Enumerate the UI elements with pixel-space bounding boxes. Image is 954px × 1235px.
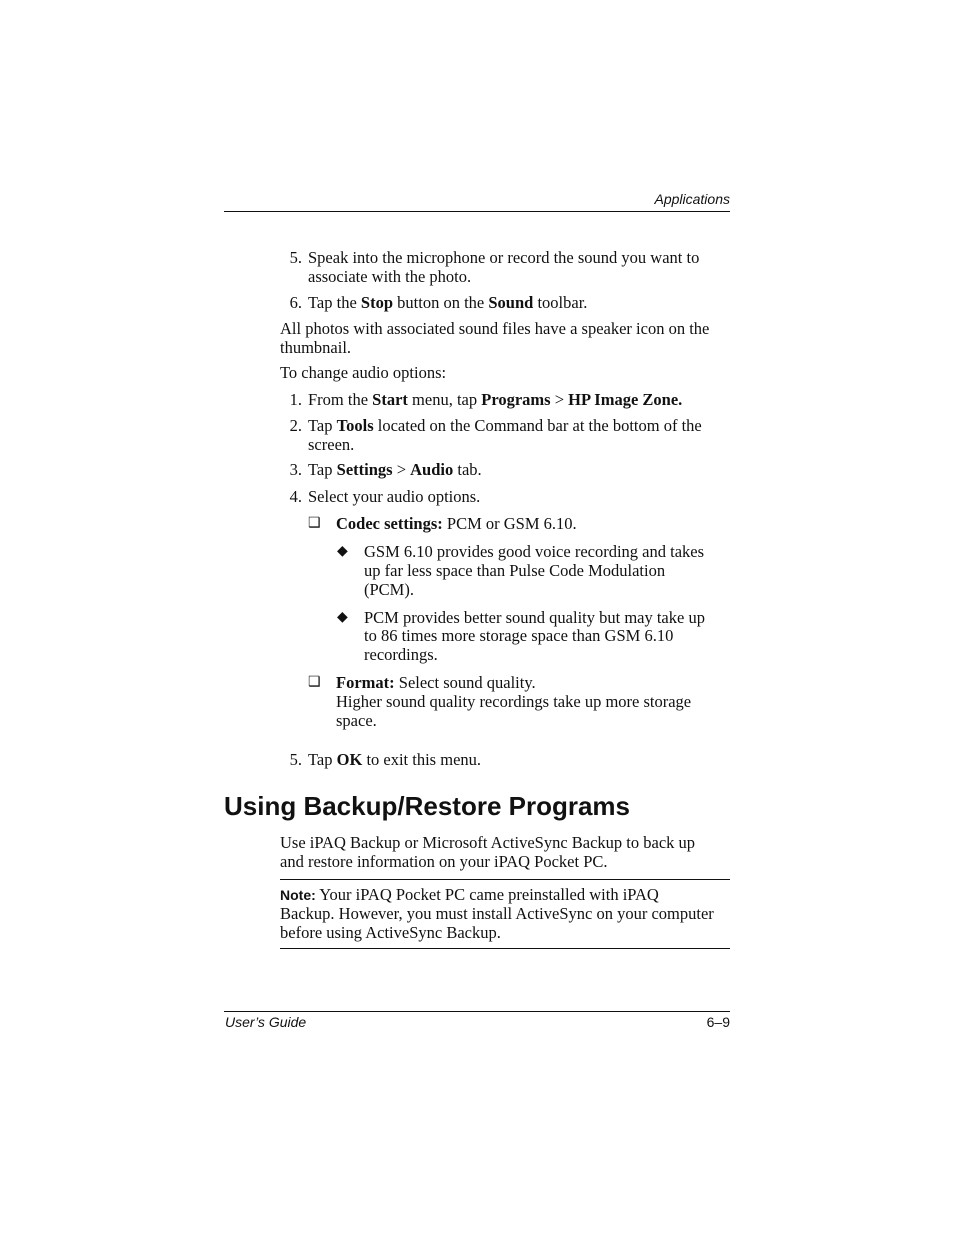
checkbox-bullet-icon: ❑ (308, 516, 321, 531)
bullet-text: GSM 6.10 provides good voice recording and takes (364, 542, 705, 561)
diamond-bullet-icon: ◆ (337, 610, 348, 625)
note-text: Backup. However, you must install ActiveSync on your computer (280, 904, 714, 923)
checkbox-bullet-icon: ❑ (308, 675, 321, 690)
diamond-bullet-icon: ◆ (337, 544, 348, 559)
paragraph: All photos with associated sound files have a speaker icon on the (280, 319, 710, 338)
step-text: From the Start menu, tap Programs > HP Image Zone. (308, 390, 683, 409)
note-text: before using ActiveSync Backup. (280, 923, 501, 942)
step-number: 5. (289, 750, 302, 769)
step-text: Tap OK to exit this menu. (308, 750, 482, 769)
bullet-text: PCM provides better sound quality but may take up (364, 608, 705, 627)
step-number: 6. (289, 293, 302, 312)
step-number: 3. (289, 460, 302, 479)
step-text: screen. (308, 435, 355, 454)
bullet-text: up far less space than Pulse Code Modulation (364, 561, 666, 580)
bullet-text: to 86 times more storage space than GSM 6.10 (364, 626, 674, 645)
bullet-text: recordings. (364, 645, 438, 664)
step-text: Tap the Stop button on the Sound toolbar. (308, 293, 588, 312)
option-text: Codec settings: PCM or GSM 6.10. (336, 514, 577, 533)
step-number: 4. (289, 487, 302, 506)
header-rule (224, 211, 730, 212)
paragraph: Use iPAQ Backup or Microsoft ActiveSync Backup to back up (280, 833, 696, 852)
step-number: 1. (289, 390, 302, 409)
step-number: 5. (289, 248, 302, 267)
step-text: Tap Settings > Audio tab. (308, 460, 482, 479)
option-text: space. (336, 711, 377, 730)
step-text: Tap Tools located on the Command bar at the bottom of the (308, 416, 702, 435)
running-header: Applications (654, 191, 730, 207)
page-number: 6–9 (706, 1014, 730, 1030)
option-text: Higher sound quality recordings take up more storage (336, 692, 692, 711)
step-text: associate with the photo. (308, 267, 472, 286)
section-title: Using Backup/Restore Programs (224, 791, 631, 821)
footer-guide-title: User’s Guide (225, 1014, 307, 1030)
note-bottom-rule (280, 948, 730, 949)
paragraph: and restore information on your iPAQ Pocket PC. (280, 852, 608, 871)
paragraph: thumbnail. (280, 338, 352, 357)
bullet-text: (PCM). (364, 580, 414, 599)
note-top-rule (280, 879, 730, 880)
footer-rule (224, 1011, 730, 1012)
step-number: 2. (289, 416, 302, 435)
note-text: Note: Your iPAQ Pocket PC came preinstalled with iPAQ (280, 885, 659, 904)
option-text: Format: Select sound quality. (336, 673, 536, 692)
step-text: Select your audio options. (308, 487, 481, 506)
step-text: Speak into the microphone or record the sound you want to (308, 248, 700, 267)
paragraph: To change audio options: (280, 363, 447, 382)
